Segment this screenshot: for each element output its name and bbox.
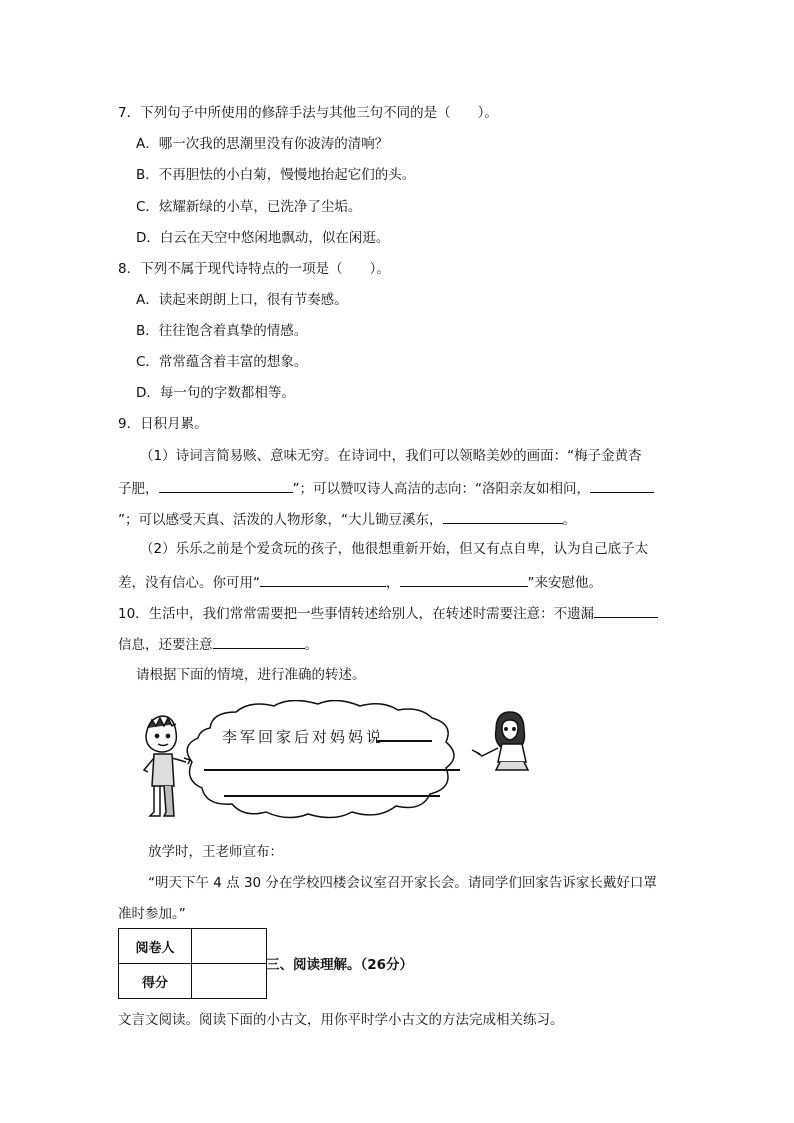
reviewer-cell[interactable] bbox=[192, 929, 267, 964]
q7-option-a: A．哪一次我的思潮里没有你波涛的清响？ bbox=[136, 136, 389, 152]
q7-option-d: D．白云在天空中悠闲地飘动，似在闲逛。 bbox=[136, 230, 390, 246]
q9-p1-line1: （1）诗词言简易赅、意味无穷。在诗词中，我们可以领略美妙的画面：“梅子金黄杏 bbox=[140, 448, 642, 464]
reviewer-label: 阅卷人 bbox=[119, 929, 192, 964]
q8-stem: 8．下列不属于现代诗特点的一项是（ ）。 bbox=[118, 261, 390, 277]
q8-option-d: D．每一句的字数都相等。 bbox=[136, 385, 295, 401]
q10-quote-line1: “明天下午 4 点 30 分在学校四楼会议室召开家长会。请同学们回家告诉家长戴好口罩 bbox=[148, 875, 657, 891]
section-title: 三、阅读理解。（26分） bbox=[266, 957, 414, 973]
q10-situation: 放学时，王老师宣布： bbox=[148, 844, 283, 860]
answer-blank[interactable] bbox=[260, 572, 386, 587]
q9-p1-line3: ”；可以感受天真、活泼的人物形象，“大儿锄豆溪东， 。 bbox=[118, 509, 576, 529]
q7-option-c: C．炫耀新绿的小草，已洗净了尘垢。 bbox=[136, 199, 362, 215]
speech-cloud-icon bbox=[187, 700, 460, 817]
answer-blank[interactable] bbox=[594, 603, 658, 618]
q8-option-a: A．读起来朗朗上口，很有节奏感。 bbox=[136, 292, 348, 308]
answer-blank[interactable] bbox=[590, 478, 654, 493]
score-table bbox=[118, 928, 267, 999]
answer-blank[interactable] bbox=[443, 509, 563, 524]
answer-blank[interactable] bbox=[400, 572, 528, 587]
q10-quote-line2: 准时参加。” bbox=[118, 906, 186, 922]
scene-svg bbox=[140, 700, 540, 825]
q9-p1-line2: 子肥， ”；可以赞叹诗人高洁的志向：“洛阳亲友如相问， bbox=[118, 478, 654, 498]
mother-figure-icon bbox=[472, 712, 528, 770]
q10-instruction: 请根据下面的情境，进行准确的转述。 bbox=[136, 667, 366, 683]
q10-line2: 信息，还要注意 。 bbox=[118, 634, 318, 654]
section-intro: 文言文阅读。阅读下面的小古文，用你平时学小古文的方法完成相关练习。 bbox=[118, 1012, 564, 1028]
score-label: 得分 bbox=[119, 964, 192, 999]
q9-p2-line1: （2）乐乐之前是个爱贪玩的孩子，他很想重新开始，但又有点自卑，认为自己底子太 bbox=[140, 541, 649, 557]
q7-stem: 7．下列句子中所使用的修辞手法与其他三句不同的是（ ）。 bbox=[118, 105, 498, 121]
q9-stem: 9．日积月累。 bbox=[118, 416, 208, 432]
q7-option-b: B．不再胆怯的小白菊，慢慢地抬起它们的头。 bbox=[136, 167, 416, 183]
score-cell[interactable] bbox=[192, 964, 267, 999]
answer-blank[interactable] bbox=[159, 478, 293, 493]
q10-line1: 10．生活中，我们常常需要把一些事情转述给别人，在转述时需要注意：不遗漏 bbox=[118, 603, 658, 623]
q8-option-c: C．常常蕴含着丰富的想象。 bbox=[136, 354, 308, 370]
q9-p2-line2: 差，没有信心。你可用“ ， ”来安慰他。 bbox=[118, 572, 602, 592]
speech-scene-illustration bbox=[140, 700, 540, 825]
boy-figure-icon bbox=[144, 716, 190, 816]
cloud-speech-text: 李军回家后对妈妈说 bbox=[222, 728, 385, 746]
answer-blank[interactable] bbox=[213, 634, 305, 649]
q8-option-b: B．往往饱含着真挚的情感。 bbox=[136, 323, 308, 339]
